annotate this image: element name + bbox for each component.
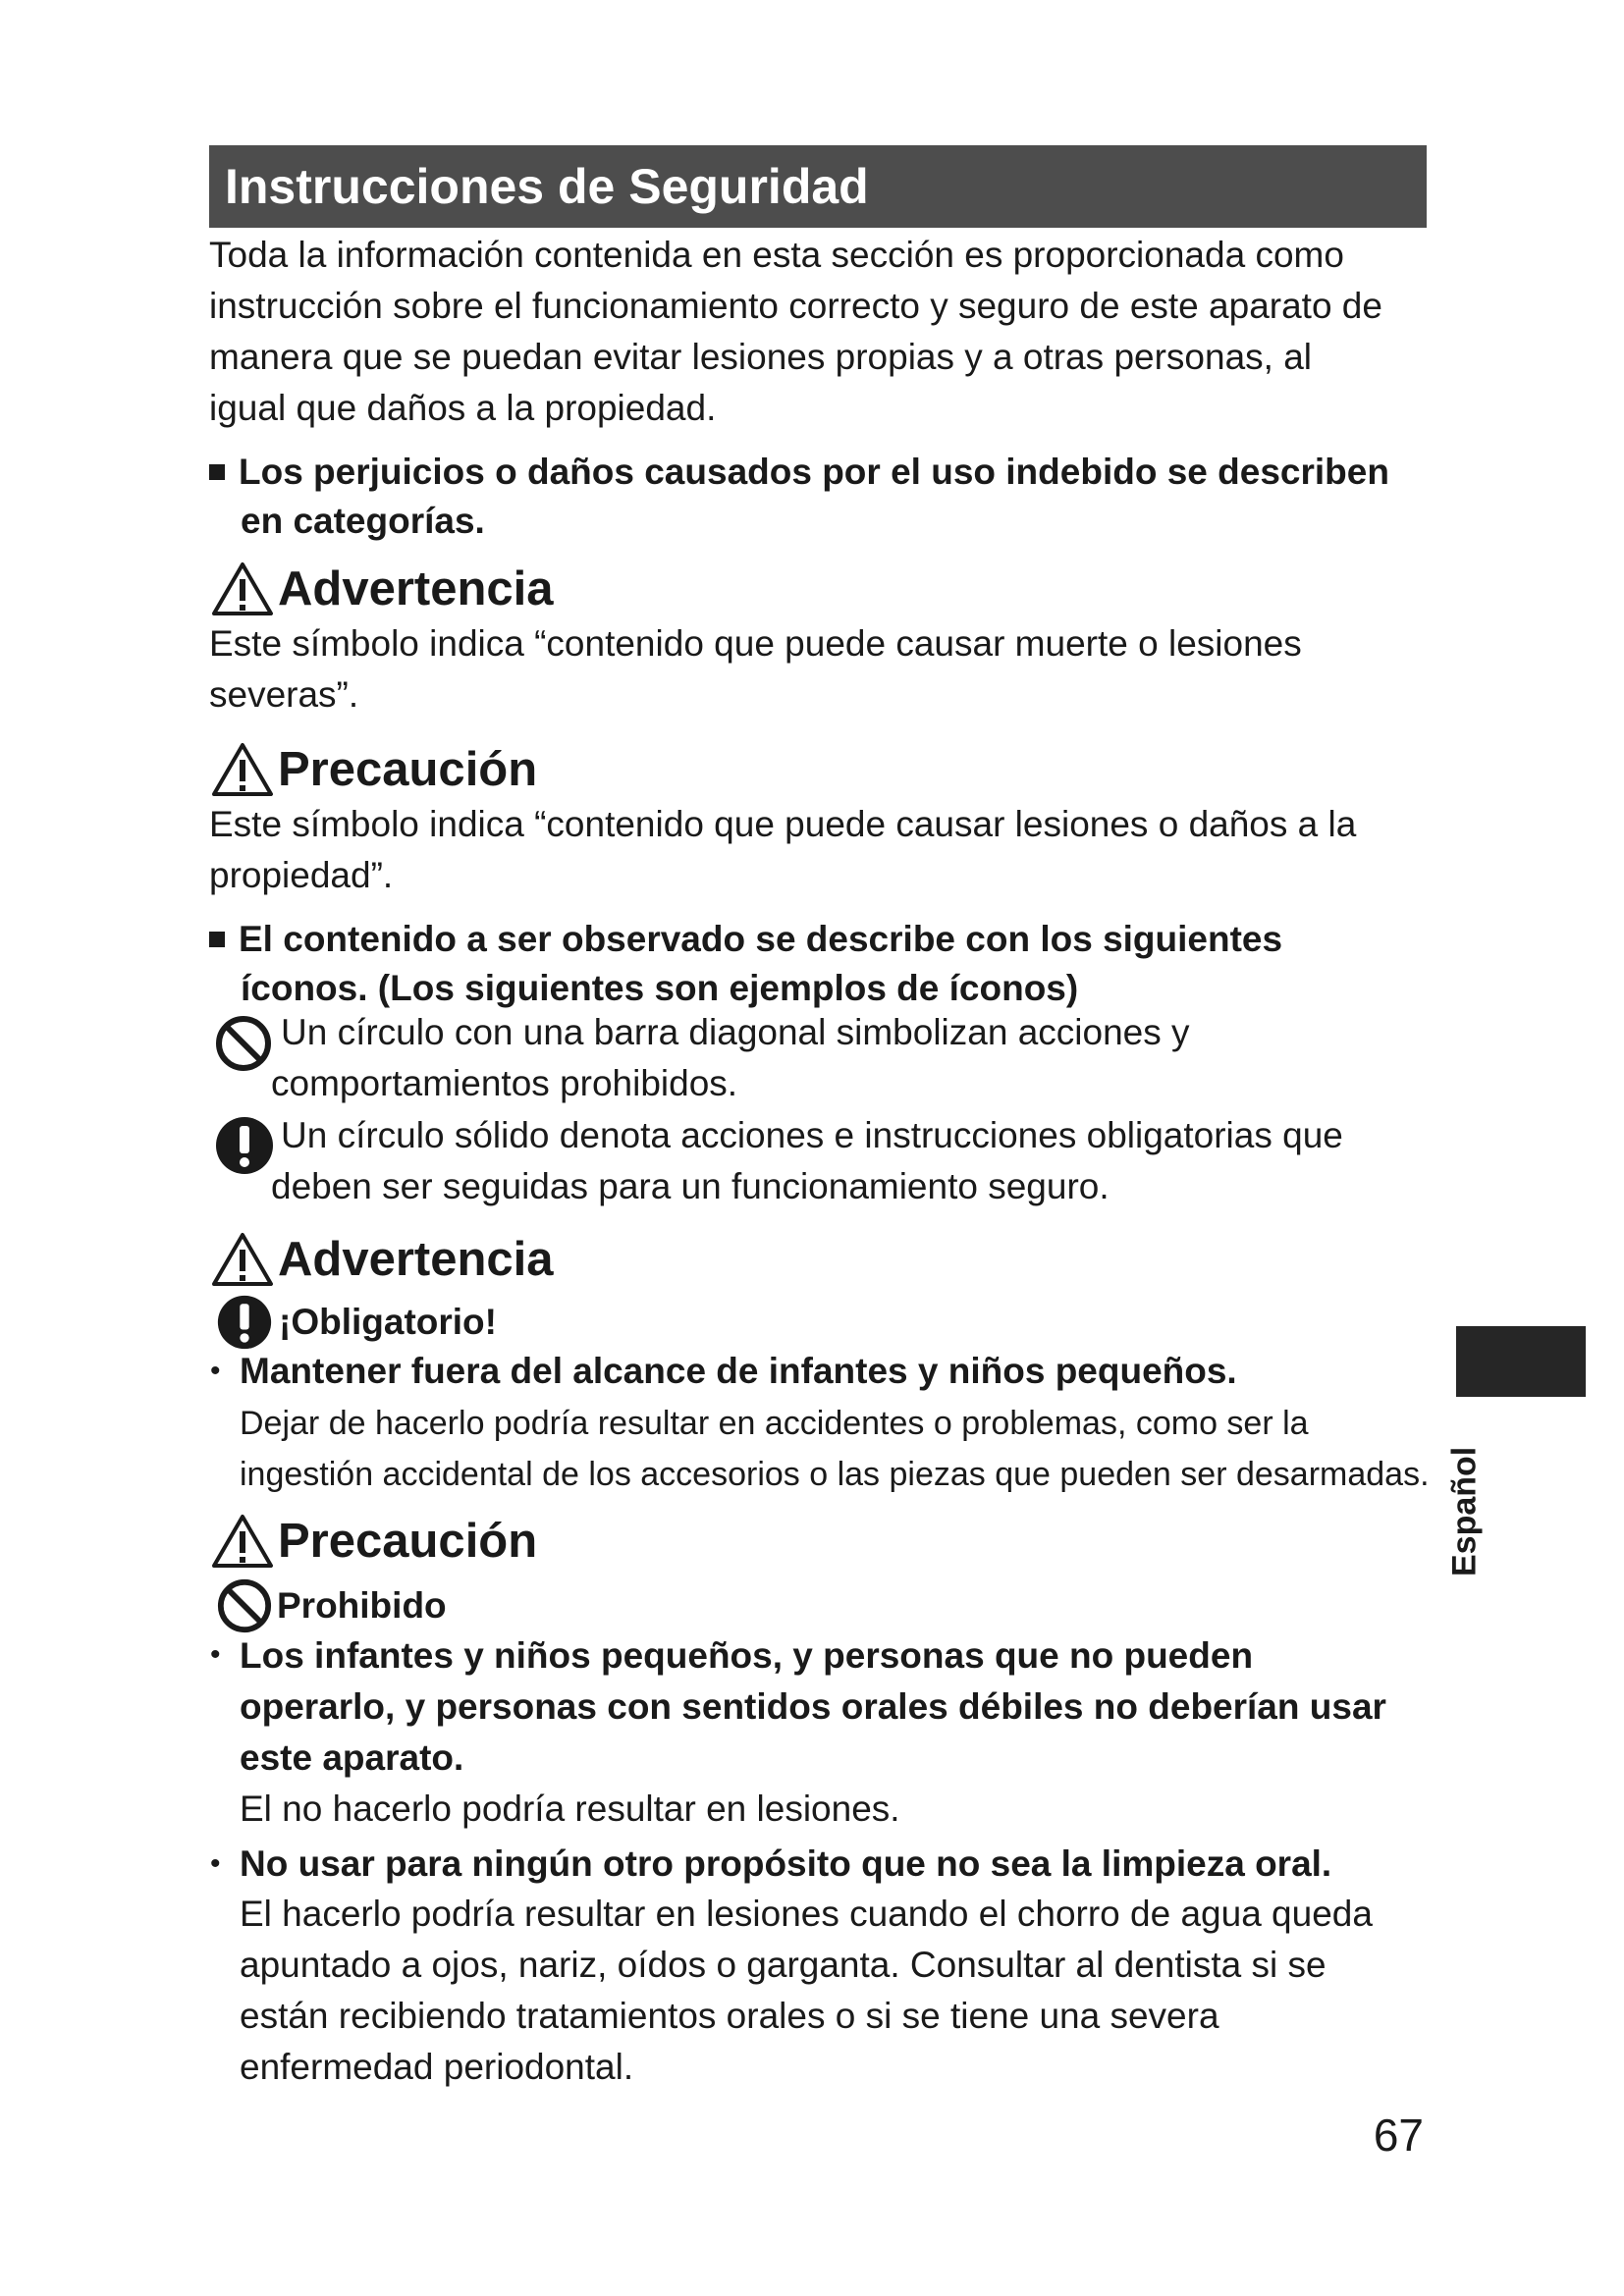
warning-item-text: Dejar de hacerlo podría resultar en accidentes o problemas, como ser la ingestión accidental de los accesorios o las piezas que pueden ser desarmadas.: [240, 1405, 1430, 1493]
page-number: 67: [1373, 2109, 1424, 2161]
warning-triangle-icon: [211, 1232, 274, 1287]
prohibited-icon: [216, 1577, 273, 1634]
warning-triangle-icon: [211, 561, 274, 616]
caution-item-1-title: Los infantes y niños pequeños, y personas que no pueden operarlo, y personas con sentidos orales débiles no deberían usar este aparato.: [240, 1635, 1386, 1778]
caution-item-2: [210, 1840, 1447, 2093]
warning-description: Este símbolo indica “contenido que puede causar muerte o lesiones severas”.: [209, 623, 1302, 715]
caution-item-1-text: El no hacerlo podría resultar en lesiones.: [240, 1789, 900, 1829]
square-bullet-icon: [209, 932, 225, 947]
mandatory-icon: [216, 1294, 273, 1351]
mandatory-explanation: Un círculo sólido denota acciones e instrucciones obligatorias que deben ser seguidas para un funcionamiento seguro.: [271, 1115, 1343, 1206]
section-title: Instrucciones de Seguridad: [209, 145, 1427, 228]
intro-line: Toda la información contenida en esta sección es proporcionada como: [209, 235, 1344, 275]
language-label: Español: [1445, 1446, 1484, 1577]
intro-paragraph: [209, 230, 1436, 434]
prohibited-explanation: Un círculo con una barra diagonal simbolizan acciones y comportamientos prohibidos.: [271, 1012, 1190, 1103]
caution-item-1: [210, 1630, 1447, 1835]
bullet-icon: •: [210, 1638, 221, 1671]
language-tab: [1456, 1326, 1586, 1397]
prohibited-label: Prohibido: [216, 1577, 447, 1634]
caution-description: Este símbolo indica “contenido que puede causar lesiones o daños a la propiedad”.: [209, 804, 1357, 895]
caution-item-2-title: No usar para ningún otro propósito que no sea la limpieza oral.: [240, 1843, 1332, 1884]
categories-heading-line: en categorías.: [241, 501, 485, 541]
mandatory-label: ¡Obligatorio!: [216, 1294, 497, 1351]
categories-heading: [209, 448, 1436, 546]
warning-item: [210, 1347, 1447, 1500]
caution-item-2-text: El hacerlo podría resultar en lesiones cuando el chorro de agua queda apuntado a ojos, nariz, oídos o garganta. Consultar al dentista si se están recibiendo tratamientos orales o si se tiene una severa enfermedad periodontal.: [240, 1894, 1373, 2087]
bullet-icon: •: [210, 1355, 221, 1387]
bullet-icon: •: [210, 1847, 221, 1880]
warning-block-title: Advertencia: [211, 1230, 554, 1289]
intro-line: igual que daños a la propiedad.: [209, 388, 717, 428]
prohibited-icon: [214, 1014, 273, 1078]
square-bullet-icon: [209, 464, 225, 480]
warning-item-title: Mantener fuera del alcance de infantes y niños pequeños.: [240, 1351, 1237, 1391]
warning-triangle-icon: [211, 742, 274, 797]
caution-block-title: Precaución: [211, 1512, 537, 1571]
warning-triangle-icon: [211, 1514, 274, 1569]
warning-title: Advertencia: [211, 560, 554, 618]
intro-line: manera que se puedan evitar lesiones propias y a otras personas, al: [209, 337, 1313, 377]
caution-title: Precaución: [211, 740, 537, 799]
categories-heading-line: Los perjuicios o daños causados por el uso indebido se describen: [239, 452, 1389, 492]
mandatory-icon: [214, 1115, 275, 1181]
icons-heading: El contenido a ser observado se describe con los siguientes íconos. (Los siguientes son ejemplos de íconos): [209, 915, 1436, 1013]
intro-line: instrucción sobre el funcionamiento correcto y seguro de este aparato de: [209, 286, 1382, 326]
